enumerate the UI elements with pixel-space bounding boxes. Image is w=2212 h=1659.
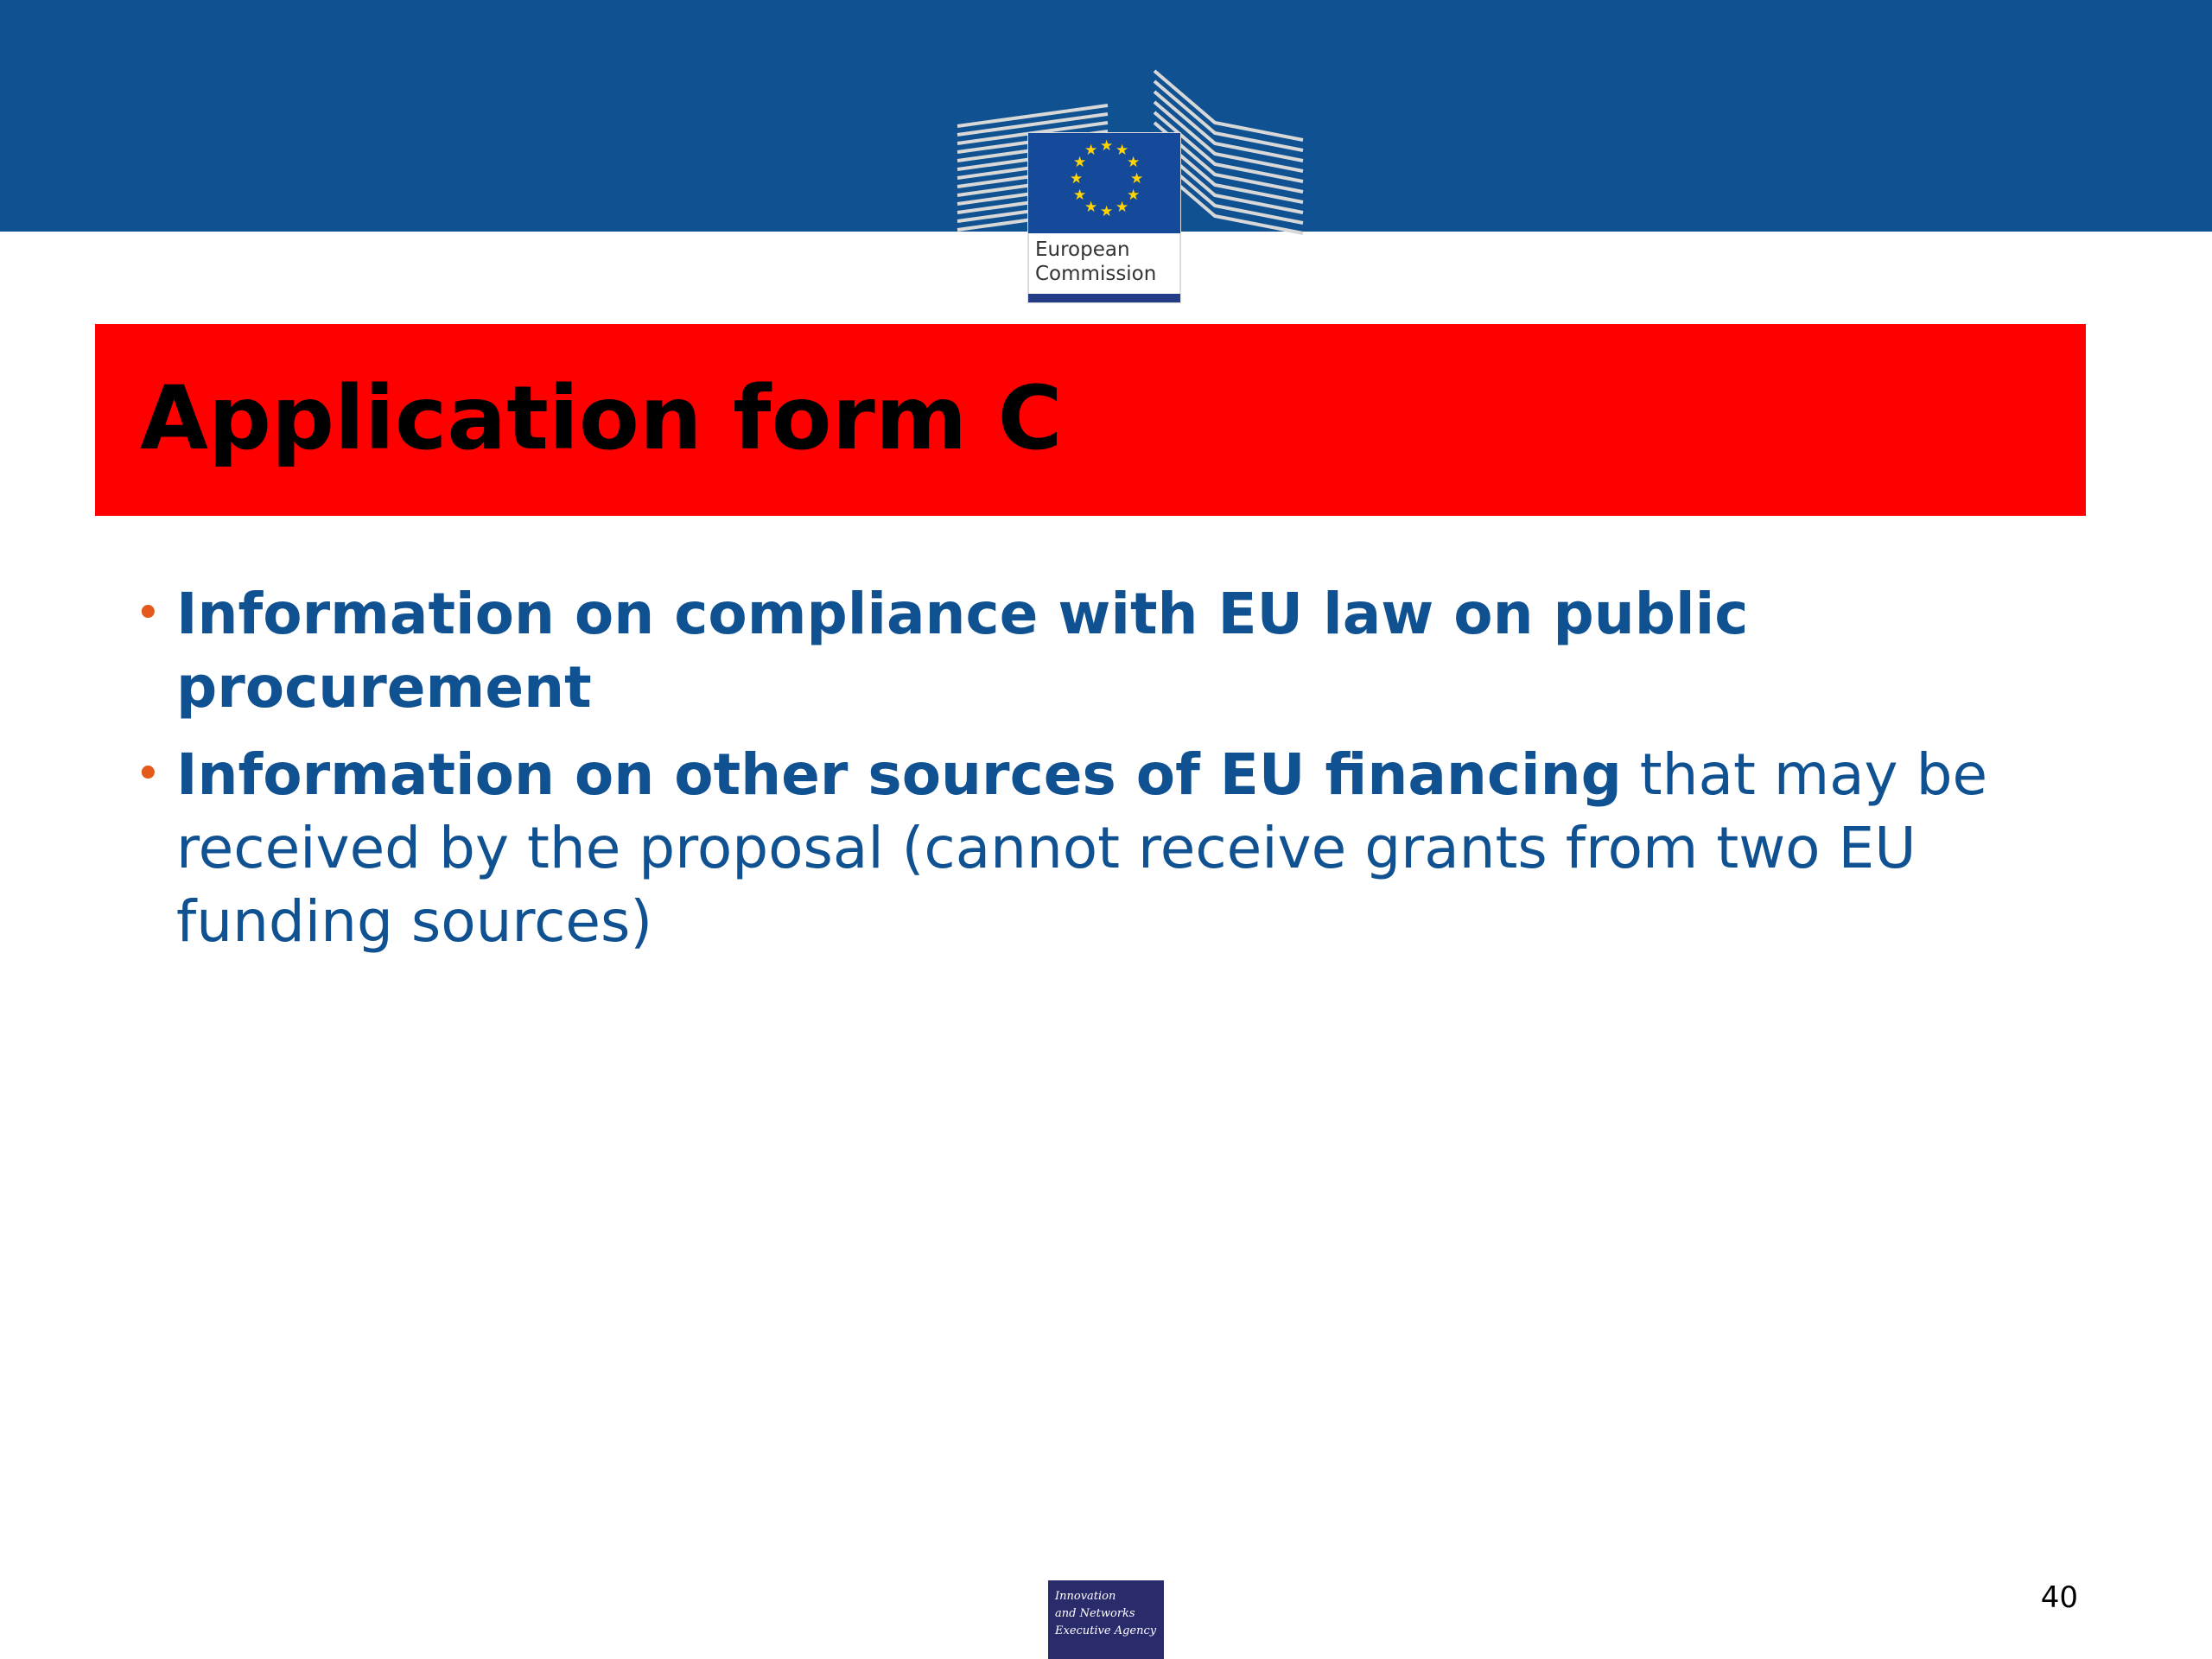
inea-logo-line-2: and Networks xyxy=(1055,1607,1135,1620)
bullet-compliance-bold-text: Information on compliance with EU law on public procurement xyxy=(176,581,1749,721)
svg-text:★: ★ xyxy=(1100,203,1114,220)
bullet-financing-bold-text: Information on other sources of EU financing xyxy=(176,741,1622,808)
slide-title: Application form C xyxy=(140,367,1063,470)
logo-text-commission: Commission xyxy=(1035,263,1157,285)
bullet-item-financing xyxy=(130,738,2108,958)
svg-text:★: ★ xyxy=(1100,137,1114,155)
svg-text:★: ★ xyxy=(1116,199,1129,216)
inea-agency-logo xyxy=(1048,1580,1164,1659)
page-number: 40 xyxy=(2040,1580,2078,1615)
bullet-item-compliance xyxy=(130,577,2108,724)
inea-logo-line-3: Executive Agency xyxy=(1055,1624,1157,1637)
svg-text:★: ★ xyxy=(1127,154,1141,171)
svg-text:★: ★ xyxy=(1084,199,1098,216)
european-commission-logo-text xyxy=(1035,238,1156,286)
bullet-dot-icon: • xyxy=(135,588,162,639)
bullet-list xyxy=(130,577,2108,972)
svg-text:★: ★ xyxy=(1116,142,1129,159)
svg-text:★: ★ xyxy=(1084,142,1098,159)
svg-text:★: ★ xyxy=(1073,154,1087,171)
svg-text:★: ★ xyxy=(1073,187,1087,204)
svg-text:★: ★ xyxy=(1130,170,1144,188)
svg-text:★: ★ xyxy=(1127,187,1141,204)
bullet-financing-normal-text: that may be received by the proposal (cannot receive grants from two EU funding sources) xyxy=(176,741,1988,955)
bullet-dot-icon: • xyxy=(135,748,162,800)
inea-logo-line-1: Innovation xyxy=(1055,1590,1116,1603)
svg-text:★: ★ xyxy=(1070,170,1084,188)
logo-text-european: European xyxy=(1035,238,1130,261)
